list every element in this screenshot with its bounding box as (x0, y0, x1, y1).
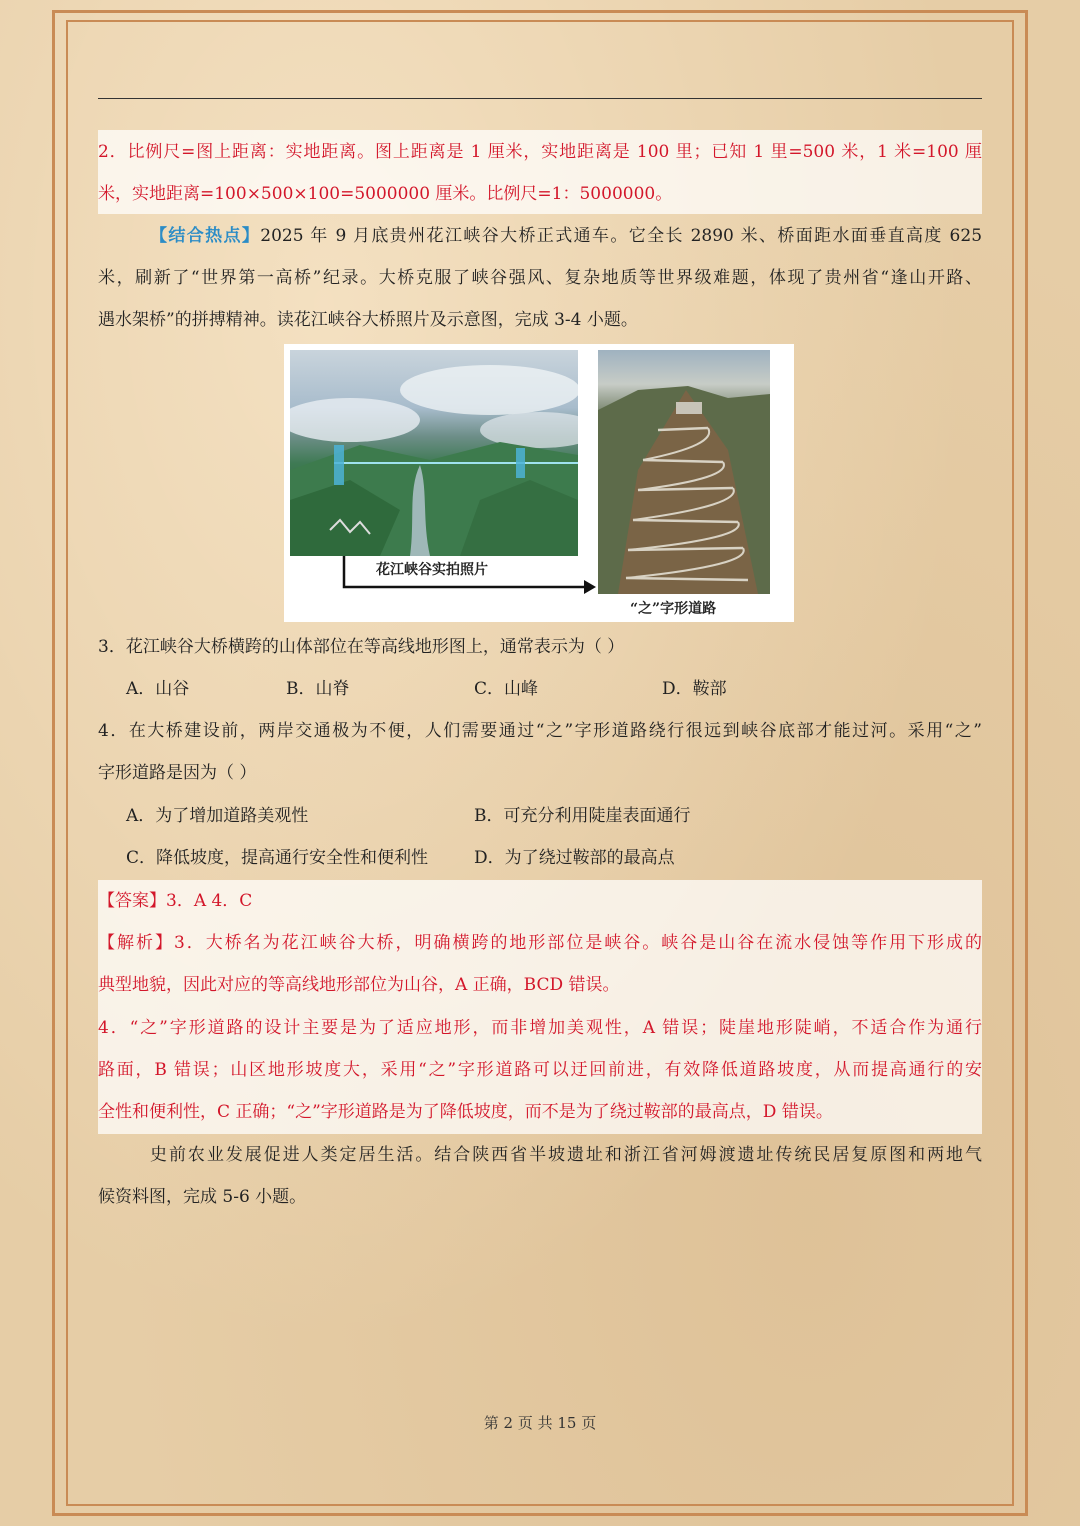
q3-option-c: C．山峰 (474, 679, 539, 699)
q4-option-b: B．可充分利用陡崖表面通行 (474, 806, 691, 826)
analysis-tag: 【解析】 (98, 933, 174, 953)
q4-option-c: C．降低坡度，提高通行安全性和便利性 (126, 848, 429, 868)
q3-option-b: B．山脊 (286, 679, 350, 699)
next-intro-line-2: 候资料图，完成 5-6 小题。 (98, 1187, 307, 1207)
bridge-figure (284, 344, 794, 622)
hotspot-line-2: 米，刷新了“世界第一高桥”纪录。大桥克服了峡谷强风、复杂地质等世界级难题，体现了贵州省“逢山开路、 (98, 268, 982, 288)
explanation-2-line-1: 2．比例尺=图上距离：实地距离。图上距离是 1 厘米，实地距离是 100 里；已知 1 里=500 米，1 米=100 厘 (98, 142, 982, 162)
header-rule (98, 98, 982, 99)
analysis-line-2: 典型地貌，因此对应的等高线地形部位为山谷，A 正确，BCD 错误。 (98, 975, 620, 995)
q4-option-d: D．为了绕过鞍部的最高点 (474, 848, 675, 868)
explanation-2-line-2: 米，实地距离=100×500×100=5000000 厘米。比例尺=1：5000000。 (98, 184, 673, 204)
analysis-line-1-text: 3．大桥名为花江峡谷大桥，明确横跨的地形部位是峡谷。峡谷是山谷在流水侵蚀等作用下形成的 (173, 933, 982, 953)
zigzag-road-label: “之”字形道路 (630, 601, 717, 617)
figure-arrow (284, 344, 794, 622)
q4-option-a: A．为了增加道路美观性 (126, 806, 309, 826)
hotspot-tag: 【结合热点】 (150, 226, 261, 246)
analysis-line-3: 4．“之”字形道路的设计主要是为了适应地形，而非增加美观性，A 错误；陡崖地形陡峭，不适合作为通行 (98, 1018, 982, 1038)
answer-tag: 【答案】 (98, 891, 166, 911)
hotspot-line-3: 遇水架桥”的拼搏精神。读花江峡谷大桥照片及示意图，完成 3-4 小题。 (98, 310, 638, 330)
question-3-stem: 3．花江峡谷大桥横跨的山体部位在等高线地形图上，通常表示为（ ） (98, 637, 625, 657)
canyon-photo-label: 花江峡谷实拍照片 (376, 562, 488, 578)
question-4-stem-line-2: 字形道路是因为（ ） (98, 763, 257, 783)
analysis-line-1 (98, 922, 982, 964)
q3-option-d: D．鞍部 (662, 679, 727, 699)
answer-line (98, 880, 982, 922)
page-number: 第 2 页 共 15 页 (483, 1414, 597, 1432)
hotspot-line-1-text: 2025 年 9 月底贵州花江峡谷大桥正式通车。它全长 2890 米、桥面距水面垂直高度 625 (260, 226, 982, 246)
next-intro-line-1: 史前农业发展促进人类定居生活。结合陕西省半坡遗址和浙江省河姆渡遗址传统民居复原图和两地气 (150, 1145, 982, 1165)
analysis-line-4: 路面，B 错误；山区地形坡度大，采用“之”字形道路可以迂回前进，有效降低道路坡度，从而提高通行的安 (98, 1060, 982, 1080)
answer-text: 3．A 4．C (166, 891, 253, 911)
hotspot-line-1 (150, 215, 982, 257)
question-4-stem-line-1: 4．在大桥建设前，两岸交通极为不便，人们需要通过“之”字形道路绕行很远到峡谷底部才能过河。采用“之” (98, 721, 982, 741)
q3-option-a: A．山谷 (126, 679, 190, 699)
analysis-line-5: 全性和便利性，C 正确；“之”字形道路是为了降低坡度，而不是为了绕过鞍部的最高点，D 错误。 (98, 1102, 833, 1122)
